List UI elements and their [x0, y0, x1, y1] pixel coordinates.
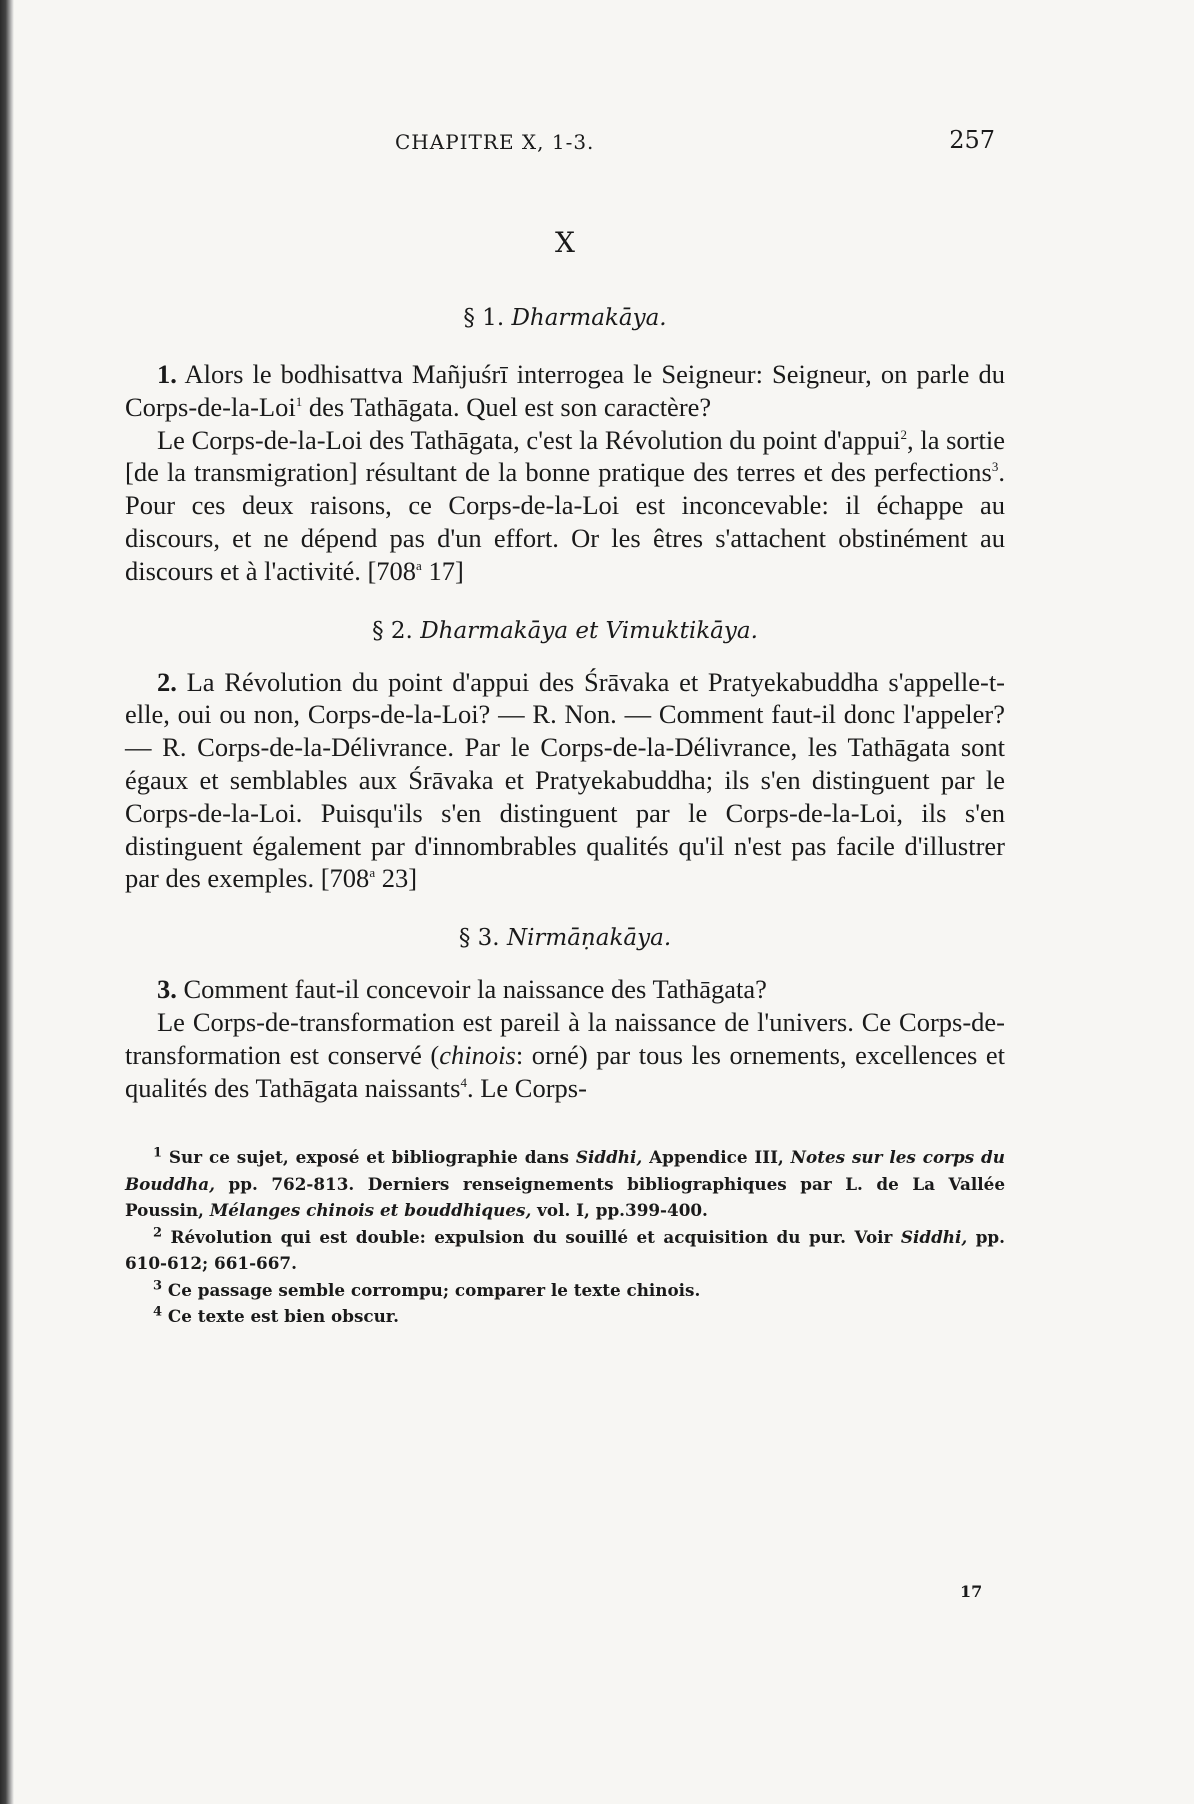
paragraph-text: . Le Corps-	[466, 1072, 587, 1103]
folio-ref: a	[369, 865, 376, 881]
footnote-mark: 1	[153, 1145, 163, 1161]
paragraph-text: La Révolution du point d'appui des Śrāvaka et Pratyekabuddha s'appelle-t-elle, oui ou non, Corps-de-la-Loi? — R. Non. — Comment faut-il donc l'appeler? — R. Corps-de-la-Délivrance. Par le Corps-de-la-Délivrance, les Tathāgata sont égaux et semblables aux Śrāvaka et Pratyekabuddha; ils s'en distinguent par le Corps-de-la-Loi. Puisqu'ils s'en distinguent par le Corps-de-la-Loi, ils s'en distinguent également par d'innombrables qualités qu'il n'est pas facile d'illustrer par des exemples. [708	[125, 666, 1006, 894]
footnote-mark: 4	[153, 1304, 163, 1320]
footnote-italic: Siddhi,	[575, 1147, 643, 1168]
running-head	[125, 120, 1005, 160]
paragraph-italic: chinois	[439, 1039, 516, 1070]
paragraph-text: , la sortie [de la transmigration] résultant de la bonne pratique des terres et des perfections	[125, 424, 1005, 488]
paragraph-text: Comment faut-il concevoir la naissance des Tathāgata?	[183, 974, 767, 1005]
paragraph-text: : orné) par tous les ornements, excellences et qualités des Tathāgata naissants	[125, 1039, 1006, 1103]
paragraph-number: 1.	[157, 359, 177, 389]
section-number: § 1.	[463, 305, 505, 331]
footnote-ref: 4	[460, 1074, 467, 1090]
footnotes	[125, 1144, 1005, 1330]
chapter-number: X	[555, 226, 575, 259]
page-number: 257	[949, 126, 995, 154]
section-number: § 3.	[458, 925, 500, 952]
footnote-text: vol. I, pp.399-400.	[531, 1200, 708, 1221]
footnote-ref: 3	[991, 459, 999, 475]
paragraph-text: des Tathāgata. Quel est son caractère?	[302, 391, 712, 422]
footnote-2	[125, 1224, 1005, 1277]
paragraph-text: 17]	[421, 555, 464, 586]
section-title: Dharmakāya et Vimuktikāya.	[420, 617, 758, 644]
section-heading-1	[125, 305, 1005, 331]
footnote-text: pp. 762-813. Derniers renseignements bibliographiques par L. de La Vallée Poussin,	[125, 1173, 1005, 1221]
footnote-3	[125, 1277, 1005, 1304]
footnote-italic: Siddhi,	[900, 1226, 968, 1247]
footnote-mark: 2	[153, 1225, 163, 1241]
folio-ref: a	[416, 557, 422, 573]
section-title: Dharmakāya.	[511, 305, 667, 331]
paragraph-1	[125, 358, 1005, 424]
footnote-4	[125, 1303, 1005, 1330]
running-head-title: CHAPITRE X, 1-3.	[395, 130, 595, 154]
page-scan-edge	[0, 0, 14, 1804]
paragraph-number: 3.	[157, 974, 177, 1005]
footnote-text: Ce texte est bien obscur.	[162, 1306, 399, 1327]
paragraph-number: 2.	[157, 666, 177, 697]
footnote-text: Ce passage semble corrompu; comparer le texte chinois.	[162, 1279, 701, 1300]
paragraph-2	[125, 666, 1005, 896]
paragraph-text: 23]	[375, 863, 418, 894]
footnote-ref: 1	[295, 393, 303, 409]
paragraph-text: Alors le bodhisattva Mañjuśrī interrogea le Seigneur: Seigneur, on parle du Corps-de-la-Loi	[125, 359, 1005, 422]
signature-mark: 17	[960, 1582, 983, 1601]
footnote-text: pp. 610-612; 661-667.	[125, 1226, 1006, 1274]
paragraph-3b	[125, 1006, 1005, 1104]
footnote-ref: 2	[900, 426, 908, 442]
footnote-italic: Notes sur les corps du Bouddha,	[125, 1147, 1005, 1194]
footnote-text: Révolution qui est double: expulsion du souillé et acquisition du pur. Voir	[162, 1226, 901, 1247]
footnote-1	[125, 1144, 1005, 1224]
paragraph-text: Le Corps-de-transformation est pareil à la naissance de l'univers. Ce Corps-de-transformation est conservé (	[125, 1006, 1005, 1070]
footnote-text: Appendice III,	[642, 1147, 791, 1168]
footnote-italic: Mélanges chinois et bouddhiques,	[209, 1200, 532, 1221]
footnote-text: Sur ce sujet, exposé et bibliographie dans	[162, 1147, 576, 1168]
paragraph-text: Le Corps-de-la-Loi des Tathāgata, c'est la Révolution du point d'appui	[157, 424, 901, 455]
section-heading-3	[125, 925, 1005, 951]
footnote-mark: 3	[153, 1278, 163, 1294]
section-title: Nirmāṇakāya.	[506, 925, 672, 952]
section-heading-2	[125, 618, 1005, 644]
paragraph-text: . Pour ces deux raisons, ce Corps-de-la-Loi est inconcevable: il échappe au discours, et ne dépend pas d'un effort. Or les êtres s'attachent obstinément au discours et à l'activité. [708	[125, 457, 1005, 586]
book-page	[125, 120, 1005, 1330]
paragraph-1b	[125, 424, 1005, 588]
section-number: § 2.	[372, 617, 413, 644]
paragraph-3	[125, 973, 1005, 1006]
